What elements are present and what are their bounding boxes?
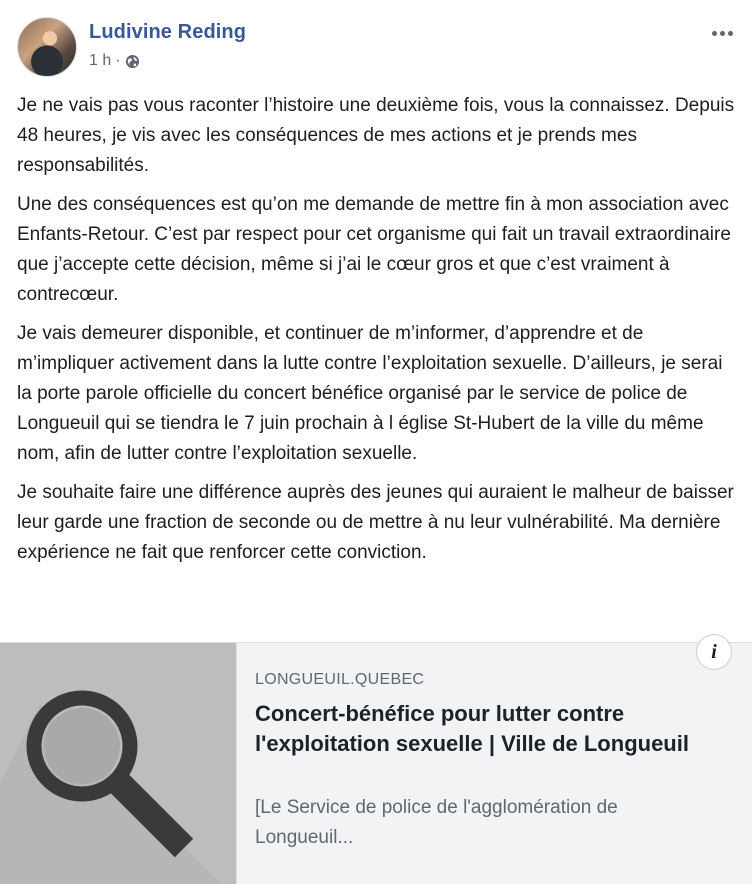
post-body xyxy=(17,91,737,577)
magnifier-icon xyxy=(0,643,236,884)
post-header xyxy=(17,17,738,79)
link-description: [Le Service de police de l'agglomération de Longueuil... xyxy=(255,797,618,848)
post-paragraph: Je souhaite faire une différence auprès des jeunes qui auraient le malheur de baisser leur garde une fraction de seconde ou de mettre à nu leur vulnérabilité. Ma dernière expérience ne fait que renforcer cette conviction. xyxy=(17,482,734,563)
post-meta xyxy=(89,52,140,70)
post-paragraph: Je ne vais pas vous raconter l’histoire une deuxième fois, vous la connaissez. Depuis 48 heures, je vis avec les conséquences de mes actions et je prends mes responsabilités. xyxy=(17,95,735,176)
globe-icon[interactable] xyxy=(125,54,140,69)
info-button[interactable]: i xyxy=(696,634,732,670)
timestamp[interactable]: 1 h xyxy=(89,52,112,69)
more-options-icon[interactable] xyxy=(706,23,738,43)
link-title[interactable]: Concert-bénéfice pour lutter contre l'exploitation sexuelle | Ville de Longueuil xyxy=(255,701,689,756)
post-paragraph: Je vais demeurer disponible, et continuer de m’informer, d’apprendre et de m’impliquer activement dans la lutte contre l’exploitation sexuelle. D’ailleurs, je serai la porte parole officielle du concert bénéfice organisé par le service de police de Longueuil qui se tiendra le 7 juin prochain à l église St-Hubert de la ville du même nom, afin de lutter contre l’exploitation sexuelle. xyxy=(17,323,723,464)
meta-separator: · xyxy=(115,52,121,69)
author-name[interactable]: Ludivine Reding xyxy=(89,21,247,43)
link-domain: LONGUEUIL.QUEBEC xyxy=(255,671,425,688)
post-paragraph: Une des conséquences est qu’on me demande de mettre fin à mon association avec Enfants-Retour. C’est par respect pour cet organisme qui fait un travail extraordinaire que j’accepte cette décision, même si j’ai le cœur gros et que c’est vraiment à contrecœur. xyxy=(17,194,731,305)
link-preview-card[interactable] xyxy=(0,642,752,884)
avatar[interactable] xyxy=(17,17,77,77)
link-info[interactable] xyxy=(236,643,752,884)
link-thumbnail[interactable] xyxy=(0,643,236,884)
